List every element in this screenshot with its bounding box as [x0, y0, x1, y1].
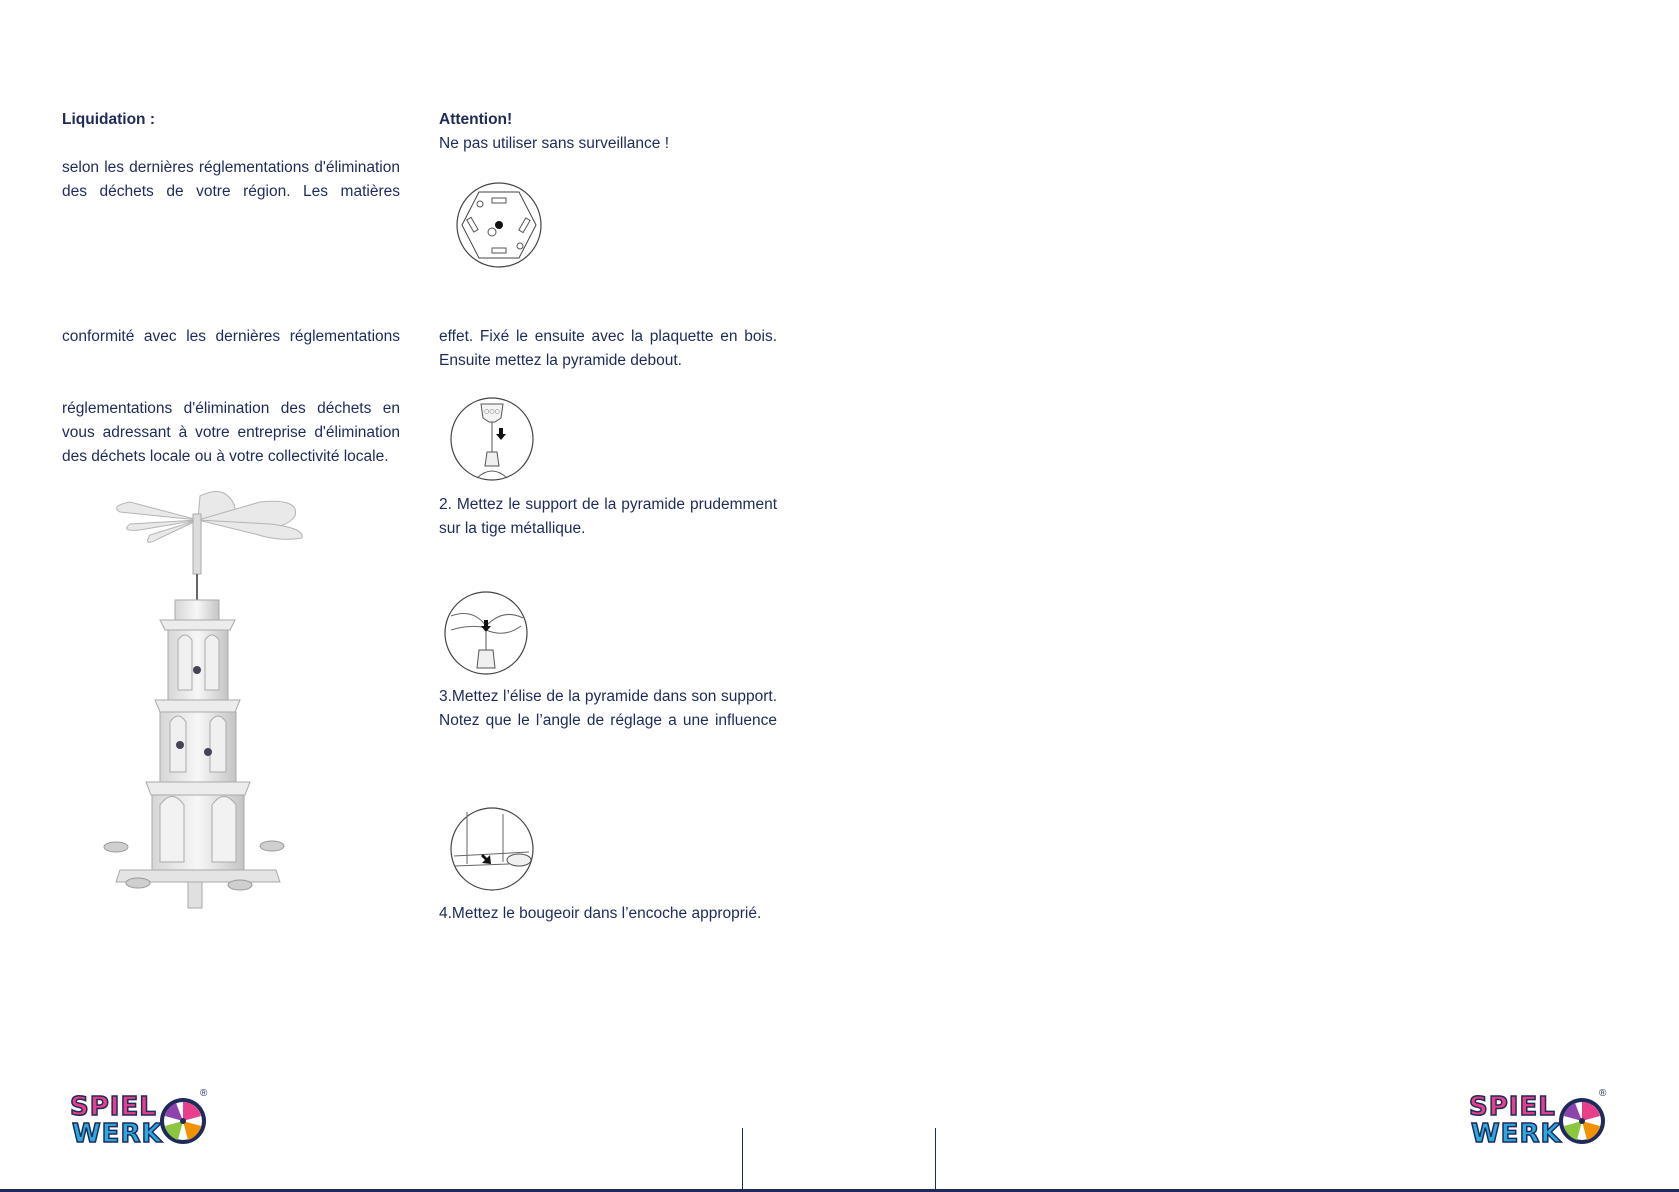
middle-column	[439, 108, 777, 156]
disposal-paragraph-3	[62, 397, 400, 469]
warning-text: Ne pas utiliser sans surveillance !	[439, 135, 670, 152]
text-line: Ensuite mettez la pyramide debout.	[439, 352, 682, 369]
text-line: 4.Mettez le bougeoir dans l’encoche approprié.	[439, 905, 762, 922]
spielwerk-logo-right	[1469, 1088, 1609, 1154]
logo-ball-icon	[1557, 1096, 1607, 1146]
text-line: conformité avec les dernières réglementations	[62, 328, 400, 345]
step-2-text	[439, 493, 777, 541]
attention-heading: Attention!	[439, 111, 513, 128]
text-line: effet. Fixé le ensuite avec la plaquette en bois.	[439, 328, 777, 345]
text-line: sur la tige métallique.	[439, 520, 586, 537]
text-line: selon les dernières réglementations d'élimination	[62, 159, 400, 176]
registered-mark: ®	[1599, 1088, 1607, 1099]
logo-word-bottom: WERK	[1471, 1119, 1562, 1149]
text-line: 3.Mettez l’élise de la pyramide dans son support.	[439, 688, 777, 705]
logo-word-top: SPIEL	[1469, 1092, 1556, 1122]
logo-ball-icon	[158, 1096, 208, 1146]
page-divider-right	[935, 1128, 936, 1192]
step-3-text	[439, 685, 777, 733]
disposal-paragraph-2	[62, 325, 400, 349]
registered-mark: ®	[200, 1088, 208, 1099]
spielwerk-logo-left	[70, 1088, 210, 1154]
disposal-paragraph-1	[62, 156, 400, 204]
support-insert-illustration	[449, 394, 535, 484]
text-line: 2. Mettez le support de la pyramide prudemment	[439, 496, 777, 513]
text-line: vous adressant à votre entreprise d'élimination	[62, 424, 400, 441]
candle-holder-illustration	[449, 804, 535, 894]
svg-text:○○○: ○○○	[484, 408, 500, 415]
logo-word-bottom: WERK	[72, 1119, 163, 1149]
logo-word-top: SPIEL	[70, 1092, 157, 1122]
disposal-heading: Liquidation :	[62, 111, 155, 128]
base-topview-illustration	[454, 180, 544, 270]
propeller-insert-illustration	[443, 588, 529, 678]
pyramid-illustration	[80, 490, 320, 960]
text-line: réglementations d'élimination des déchets en	[62, 400, 400, 417]
step-4-text	[439, 902, 777, 926]
text-line: des déchets locale ou à votre collectivité locale.	[62, 448, 389, 465]
text-line: des déchets de votre région. Les matières	[62, 183, 400, 200]
left-column	[62, 108, 400, 132]
step-1-text	[439, 325, 777, 373]
page-divider-left	[742, 1128, 743, 1192]
text-line: Notez que le l’angle de réglage a une influence	[439, 712, 777, 729]
